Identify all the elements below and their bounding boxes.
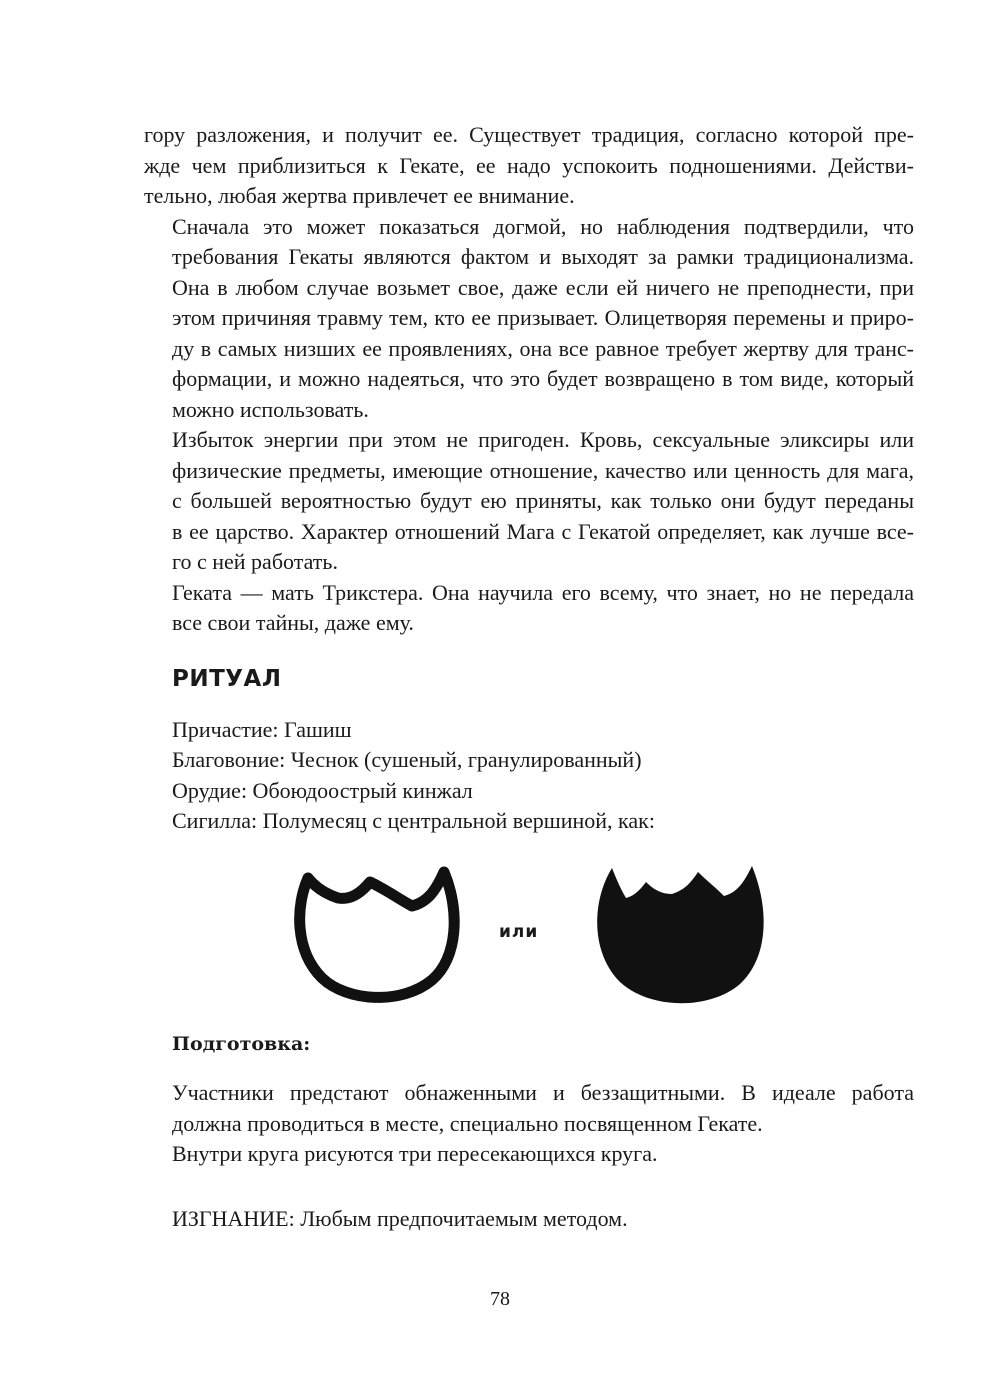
list-item: Орудие: Обоюдоострый кинжал [172, 777, 473, 803]
text-line: Внутри круга рисуются три пересекающихся круга. [172, 1141, 658, 1166]
text-line: должна проводиться в месте, специально посвященном Гекате. [172, 1110, 763, 1136]
text-line: тельно, любая жертва привлечет ее внимание. [144, 183, 575, 208]
page-number: 78 [490, 1288, 510, 1310]
text-line: физические предметы, имеющие отношение, качество или ценность для мага, [172, 457, 914, 483]
text-line: с большей вероятностью будут ею приняты, как только они будут переданы [172, 488, 914, 513]
list-item: Сигилла: Полумесяц с центральной вершиной, как: [172, 808, 655, 833]
text-line: го с ней работать. [172, 549, 338, 574]
banishing-line: ИЗГНАНИЕ: Любым предпочитаемым методом. [172, 1206, 628, 1231]
paragraph [144, 212, 914, 426]
text-line: можно использовать. [172, 396, 369, 422]
paragraph [144, 1078, 914, 1139]
text-line: гору разложения, и получит ее. Существует традиция, согласно которой пре- [144, 122, 914, 147]
page-body [144, 120, 914, 837]
text-line: Она в любом случае возьмет свое, даже если ей ничего не преподнести, при [172, 274, 914, 300]
paragraph [144, 425, 914, 578]
text-line: Геката — мать Трикстера. Она научила его всему, что знает, но не передала [172, 579, 914, 605]
text-line: Участники предстают обнаженными и беззащитными. В идеале работа [172, 1080, 914, 1105]
list-item: Благовоние: Чеснок (сушеный, гранулированный) [172, 747, 642, 772]
paragraph [144, 578, 914, 639]
text-line: ду в самых низших ее проявлениях, она все равное требует жертву для транс- [172, 335, 914, 361]
ritual-components-list [172, 715, 914, 837]
body-text [144, 120, 914, 639]
preparation-text [144, 1078, 914, 1170]
text-line: этом причиняя травму тем, кто ее призывает. Олицетворяя перемены и приро- [172, 305, 914, 330]
crescent-three-peaks-outline-icon [292, 860, 462, 1010]
ritual-heading: РИТУАЛ [172, 665, 282, 692]
text-line: Избыток энергии при этом не пригоден. Кровь, сексуальные эликсиры или [172, 427, 914, 452]
text-line: в ее царство. Характер отношений Мага с Гекатой определяет, как лучше все- [172, 518, 914, 544]
sigil-illustration [144, 860, 914, 1010]
crescent-three-peaks-filled-icon [590, 860, 770, 1010]
paragraph [144, 1139, 914, 1170]
sigil-or-label: или [499, 922, 539, 942]
preparation-heading: Подготовка: [172, 1033, 311, 1055]
text-line: формации, и можно надеяться, что это будет возвращено в том виде, который [172, 366, 914, 391]
text-line: жде чем приблизиться к Гекате, ее надо успокоить подношениями. Действи- [144, 152, 914, 178]
list-item: Причастие: Гашиш [172, 716, 352, 742]
paragraph [144, 120, 914, 212]
text-line: Сначала это может показаться догмой, но наблюдения подтвердили, что [172, 213, 914, 239]
text-line: все свои тайны, даже ему. [172, 610, 414, 635]
text-line: требования Гекаты являются фактом и выходят за рамки традиционализма. [172, 244, 914, 269]
